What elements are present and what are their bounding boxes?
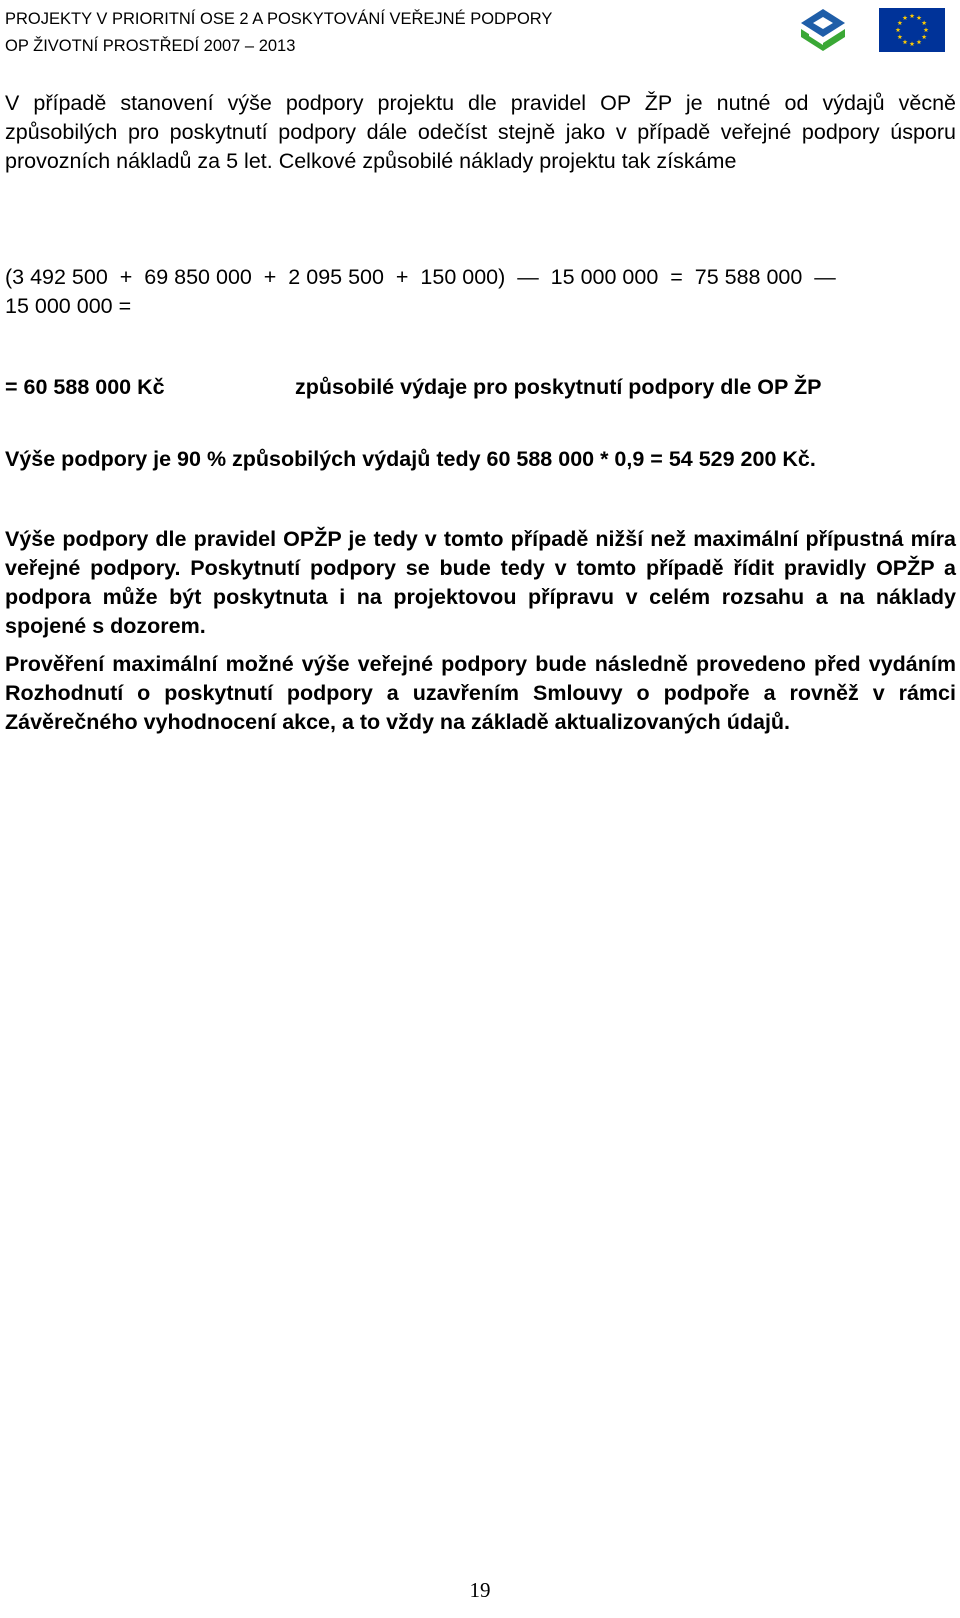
page-header bbox=[5, 6, 955, 56]
result-amount: = 60 588 000 Kč bbox=[5, 375, 165, 399]
page-number: 19 bbox=[469, 1578, 491, 1602]
paragraph-intro: V případě stanovení výše podpory projektu dle pravidel OP ŽP je nutné od výdajů věcně způsobilých pro poskytnutí podpory dále odečíst stejně jako v případě veřejné podpory úsporu provozních nákladů za 5 let. Celkové způsobilé náklady projektu tak získáme bbox=[5, 91, 956, 173]
header-logos bbox=[795, 6, 945, 54]
header-subtitle: OP ŽIVOTNÍ PROSTŘEDÍ 2007 – 2013 bbox=[5, 37, 296, 55]
equation-line-2: 15 000 000 = bbox=[5, 294, 132, 318]
result-description: způsobilé výdaje pro poskytnutí podpory dle OP ŽP bbox=[295, 375, 822, 399]
paragraph-support-amount: Výše podpory je 90 % způsobilých výdajů tedy 60 588 000 * 0,9 = 54 529 200 Kč. bbox=[5, 447, 816, 471]
header-text bbox=[5, 6, 552, 60]
equation bbox=[5, 263, 956, 321]
eu-flag-icon bbox=[879, 8, 945, 52]
header-title: PROJEKTY V PRIORITNÍ OSE 2 A POSKYTOVÁNÍ VEŘEJNÉ PODPORY bbox=[5, 10, 553, 28]
paragraph-verification: Prověření maximální možné výše veřejné podpory bude následně provedeno před vydáním Rozhodnutí o poskytnutí podpory a uzavřením Smlouvy o podpoře a rovněž v rámci Závěrečného vyhodnocení akce, a to vždy na základě aktualizovaných údajů. bbox=[5, 652, 956, 734]
opzp-logo bbox=[795, 7, 851, 53]
equation-line-1: (3 492 500 + 69 850 000 + 2 095 500 + 150 000) — 15 000 000 = 75 588 000 — bbox=[5, 265, 836, 289]
paragraph-rules: Výše podpory dle pravidel OPŽP je tedy v tomto případě nižší než maximální přípustná míra veřejné podpory. Poskytnutí podpory se bude tedy v tomto případě řídit pravidly OPŽP a podpora může být poskytnuta i na projektovou přípravu v celém rozsahu a na náklady spojené s dozorem. bbox=[5, 527, 956, 638]
